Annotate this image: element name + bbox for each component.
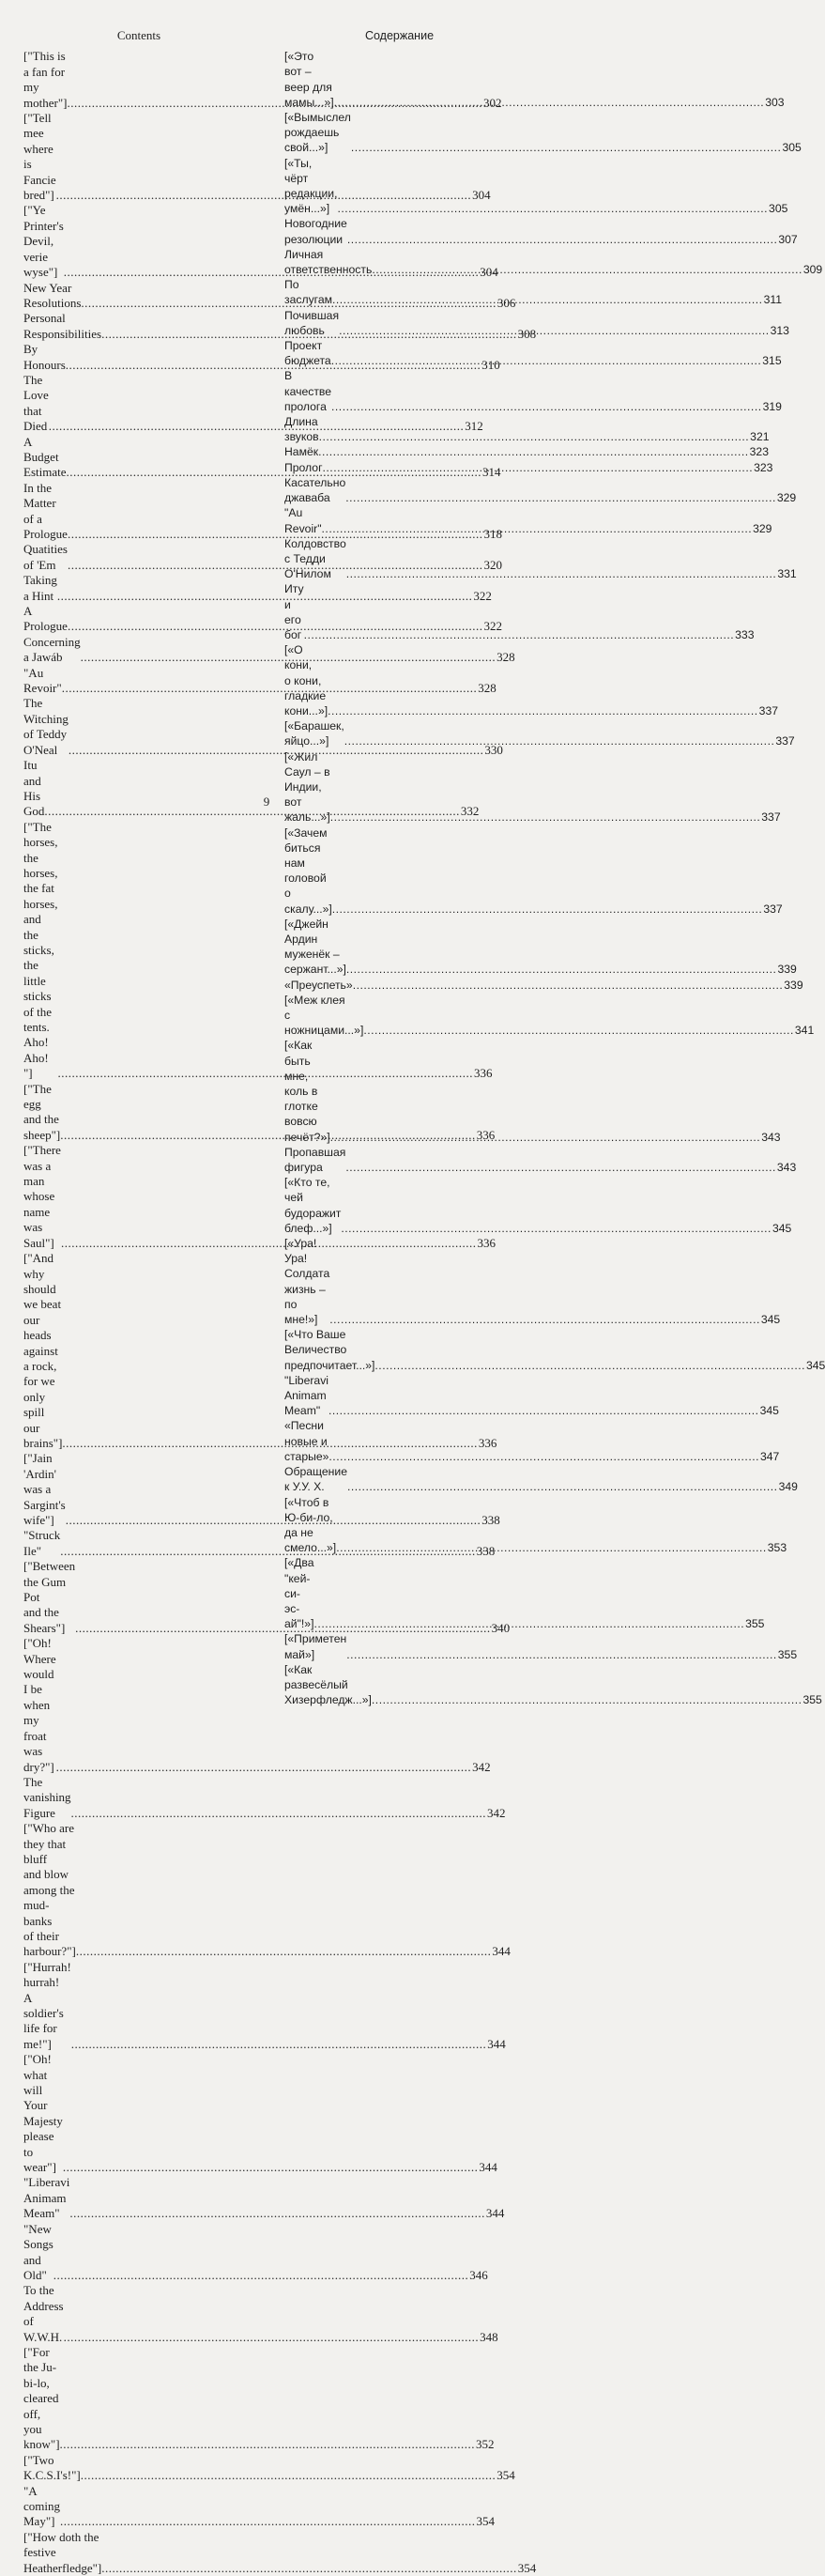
toc-entry-title: "Liberavi Animam Meam" xyxy=(23,2175,70,2221)
toc-entry-title: Иту и его бог xyxy=(284,582,304,641)
toc-entry-page: 345 xyxy=(760,1313,781,1327)
toc-entry xyxy=(284,1373,779,1419)
toc-entry xyxy=(284,993,815,1039)
dot-leader xyxy=(346,566,777,581)
toc-entry-page: 312 xyxy=(465,419,483,434)
toc-entry-title: ["Who are they that bluff and blow among the mud-banks of their harbour?"] xyxy=(23,1821,76,1959)
dot-leader xyxy=(60,2514,476,2529)
toc-entry-title: ["Tell mee where is Fancie bred"] xyxy=(23,111,56,203)
toc-entry xyxy=(23,2052,497,2175)
toc-entry-page: 338 xyxy=(481,1513,500,1527)
toc-entry-title: [«Ура! Ура! Солдата жизнь – по мне!»] xyxy=(284,1237,330,1327)
toc-entry-page: 337 xyxy=(763,902,783,916)
toc-entry xyxy=(284,581,755,642)
toc-entry-title: [«Кто те, чей будоражит блеф...»] xyxy=(284,1176,342,1235)
toc-entry xyxy=(23,634,515,666)
toc-entry xyxy=(23,2344,495,2453)
toc-entry-title: ["Jain 'Ardin' was a Sargint's wife"] xyxy=(23,1451,66,1527)
toc-entry-page: 336 xyxy=(473,1066,493,1081)
toc-entry-page: 304 xyxy=(472,188,491,203)
toc-entry xyxy=(284,247,823,277)
dot-leader xyxy=(330,810,761,825)
dot-leader xyxy=(314,1616,745,1631)
toc-entry-title: ["The horses, the horses, the fat horses, and the sticks, the little sticks of the tents. Aho! Aho! "] xyxy=(23,819,58,1081)
toc-entry-title: ["Between the Gum Pot and the Shears"] xyxy=(23,1559,76,1635)
toc-entry-title: «Песни новые и старые» xyxy=(284,1419,329,1463)
toc-entry-page: 355 xyxy=(777,1647,798,1661)
toc-entry xyxy=(23,1821,511,1960)
toc-entry xyxy=(284,338,782,368)
toc-entry xyxy=(284,1495,787,1556)
toc-entry-title: Личная ответственность xyxy=(284,247,373,277)
toc-entry xyxy=(284,368,782,414)
toc-entry-page: 307 xyxy=(778,232,798,246)
toc-entry xyxy=(284,475,797,505)
toc-entry xyxy=(23,2529,537,2576)
toc-entry-title: A Budget Estimate xyxy=(23,434,67,480)
toc-entry-title: Обращение к У.У. Х. xyxy=(284,1465,348,1494)
toc-entry-page: 310 xyxy=(481,357,500,372)
toc-entry-page: 352 xyxy=(476,2437,495,2452)
toc-entry-page: 336 xyxy=(478,1435,497,1450)
toc-entry-page: 354 xyxy=(476,2514,495,2529)
dot-leader xyxy=(53,2268,469,2283)
dot-leader xyxy=(347,232,778,247)
dot-leader xyxy=(322,521,753,536)
toc-entry-page: 349 xyxy=(778,1480,798,1494)
toc-entry-page: 338 xyxy=(476,1543,496,1558)
toc-entry-page: 314 xyxy=(481,465,501,480)
toc-entry xyxy=(284,1555,765,1631)
dot-leader xyxy=(329,1312,760,1327)
toc-entry xyxy=(284,749,781,825)
toc-entry xyxy=(23,2175,505,2221)
toc-entry-title: [«Как быть мне, коль в глотке вовсю печёт?»] xyxy=(284,1039,330,1144)
toc-entry-page: 342 xyxy=(487,1805,506,1820)
toc-entry-title: "Liberavi Animam Meam" xyxy=(284,1373,329,1418)
dot-leader xyxy=(345,490,776,505)
toc-entry xyxy=(284,1236,781,1327)
dot-leader xyxy=(334,95,765,110)
toc-entry-page: 303 xyxy=(765,95,785,109)
toc-entry-page: 302 xyxy=(482,95,502,110)
toc-entry xyxy=(284,825,783,917)
toc-entry-title: По заслугам xyxy=(284,278,332,307)
dot-leader xyxy=(328,703,758,718)
toc-entry-page: 306 xyxy=(497,295,516,310)
toc-entry xyxy=(23,2221,488,2284)
toc-entry-title: Пролог xyxy=(284,460,323,474)
toc-entry-title: Колдовство с Тедди О'Нилом xyxy=(284,536,346,581)
contents-heading: Contents xyxy=(116,28,161,42)
toc-entry-title: Taking a Hint xyxy=(23,573,57,603)
toc-entry-page: 323 xyxy=(754,460,773,474)
toc-entry xyxy=(23,2452,515,2484)
toc-entry xyxy=(23,573,492,604)
toc-entry-title: ["Oh! Where would I be when my froat was dry?"] xyxy=(23,1636,56,1774)
toc-entry-page: 319 xyxy=(762,399,782,413)
toc-entry-page: 322 xyxy=(483,619,502,634)
dot-leader xyxy=(318,444,749,459)
soderzhanie-heading: Содержание xyxy=(364,29,435,42)
toc-entry-title: By Honours xyxy=(23,342,66,372)
toc-entry-title: Personal Responsibilities xyxy=(23,311,102,341)
toc-entry xyxy=(284,536,797,582)
toc-entry xyxy=(23,2483,495,2530)
dot-leader xyxy=(341,1221,772,1236)
dot-leader xyxy=(323,460,754,475)
toc-entry-title: [«Вымыслел рождаешь свой...»] xyxy=(284,111,351,155)
toc-entry-title: Concerning a Jawáb xyxy=(23,634,81,665)
dot-leader xyxy=(332,292,763,307)
toc-entry-page: 332 xyxy=(460,804,480,819)
toc-entry-page: 328 xyxy=(497,650,515,665)
toc-entry-page: 336 xyxy=(477,1235,496,1250)
toc-entry-page: 344 xyxy=(479,2160,497,2175)
toc-entry-page: 345 xyxy=(805,1358,825,1372)
dot-leader xyxy=(372,1692,802,1707)
toc-entry-page: 313 xyxy=(770,323,789,337)
toc-entry-title: Itu and His God xyxy=(23,758,45,819)
toc-entry-title: Пропавшая фигура xyxy=(284,1145,346,1175)
toc-entry-page: 331 xyxy=(777,567,797,581)
toc-entry xyxy=(23,1774,506,1821)
toc-entry-page: 345 xyxy=(772,1221,792,1235)
toc-entry-page: 354 xyxy=(517,2560,537,2575)
toc-entry-title: The vanishing Figure xyxy=(23,1774,71,1820)
toc-entry-title: Почившая любовь xyxy=(284,308,340,337)
toc-entry-title: [«Что Ваше Величество предпочитает...»] xyxy=(284,1328,375,1372)
toc-entry-title: ["There was a man whose name was Saul"] xyxy=(23,1143,61,1250)
dot-leader xyxy=(351,140,782,155)
toc-entry xyxy=(284,277,782,307)
toc-entry-title: ["Two K.C.S.I's!"] xyxy=(23,2452,81,2483)
toc-entry-title: [«Меж клея с ножницами...»] xyxy=(284,993,364,1038)
toc-entry-page: 336 xyxy=(476,1127,496,1142)
toc-entry-page: 337 xyxy=(758,703,779,717)
dot-leader xyxy=(345,1160,776,1175)
dot-leader xyxy=(63,2160,479,2175)
dot-leader xyxy=(331,353,762,368)
toc-entry-title: [«Жил Саул – в Индии, вот жаль...»] xyxy=(284,749,330,825)
toc-entry-page: 344 xyxy=(485,2206,505,2221)
toc-entry-title: The Love that Died xyxy=(23,372,49,434)
dot-leader xyxy=(331,399,762,414)
toc-entry-title: [«Как развесёлый Хизерфледж...»] xyxy=(284,1662,372,1707)
toc-entry-title: "Struck Ile" xyxy=(23,1528,61,1558)
toc-entry-page: 339 xyxy=(784,978,803,992)
toc-entry-title: [«О кони, о кони, гладкие кони...»] xyxy=(284,643,328,717)
toc-entry-page: 344 xyxy=(492,1944,511,1959)
toc-entry-page: 304 xyxy=(480,265,498,280)
toc-entry xyxy=(284,1327,825,1373)
toc-entry-title: "Au Revoir" xyxy=(284,506,322,535)
toc-entry-page: 329 xyxy=(776,491,797,505)
toc-entry xyxy=(284,1038,781,1144)
toc-entry xyxy=(284,1464,798,1494)
dot-leader xyxy=(337,201,768,216)
dot-leader xyxy=(346,962,777,977)
toc-entry-page: 337 xyxy=(761,810,781,825)
toc-entry-title: ["And why should we beat our heads against a rock, for we only spill our brains"] xyxy=(23,1251,63,1450)
toc-entry-title: ["How doth the festive Heatherfledge"] xyxy=(23,2529,102,2575)
toc-entry-page: 328 xyxy=(478,681,497,696)
toc-entry-page: 318 xyxy=(483,527,502,541)
toc-entry-title: ["This is a fan for my mother"] xyxy=(23,49,68,110)
toc-entry xyxy=(284,642,779,718)
toc-entry-title: Quatities of 'Em xyxy=(23,542,68,572)
toc-entry-title: ["Hurrah! hurrah! A soldier's life for me!"] xyxy=(23,1959,71,2051)
toc-entry-page: 321 xyxy=(750,430,770,444)
toc-entry-title: [«Джейн Ардин муженёк – сержант...»] xyxy=(284,917,346,977)
dot-leader xyxy=(339,323,770,338)
dot-leader xyxy=(60,2437,476,2452)
toc-entry-page: 329 xyxy=(753,521,772,535)
toc-entry-title: Проект бюджета xyxy=(284,339,331,368)
toc-entry xyxy=(284,978,803,993)
dot-leader xyxy=(374,1358,805,1373)
toc-entry-title: Длина звуков xyxy=(284,415,319,444)
toc-entry-page: 346 xyxy=(469,2267,488,2282)
toc-entry-page: 311 xyxy=(763,293,782,307)
dot-leader xyxy=(319,429,750,444)
toc-entry-page: 345 xyxy=(759,1404,779,1418)
toc-entry xyxy=(284,216,798,246)
dot-leader xyxy=(344,733,775,748)
toc-entry-page: 305 xyxy=(782,141,802,155)
toc-entry-title: [«Два "кей-си-эс-ай"!»] xyxy=(284,1556,314,1631)
toc-entry xyxy=(23,2283,498,2345)
toc-entry-title: A Prologue xyxy=(23,604,68,634)
toc-entry-page: 355 xyxy=(745,1617,765,1631)
toc-entry-page: 315 xyxy=(762,354,782,368)
page-number: 9 xyxy=(263,794,270,809)
toc-entry-page: 339 xyxy=(777,963,797,977)
toc-entry-page: 347 xyxy=(759,1449,780,1463)
toc-entry-page: 333 xyxy=(735,627,755,641)
toc-entry-page: 337 xyxy=(775,734,795,748)
dot-leader xyxy=(64,2330,480,2345)
dot-leader xyxy=(81,2468,497,2483)
toc-entry-title: The Witching of Teddy O'Neal xyxy=(23,696,69,757)
toc-entry-title: To the Address of W.W.H. xyxy=(23,2283,64,2344)
toc-entry-page: 340 xyxy=(491,1620,511,1635)
toc-entry-page: 355 xyxy=(802,1693,822,1707)
toc-entry-page: 305 xyxy=(769,202,788,216)
toc-entry-page: 330 xyxy=(484,742,503,757)
toc-entry-title: New Year Resolutions xyxy=(23,280,82,310)
toc-entry-title: [«Это вот – веер для мамы...»] xyxy=(284,50,334,109)
dot-leader xyxy=(332,902,763,917)
toc-entry xyxy=(23,1528,496,1559)
toc-entry-title: [«Барашек, яйцо...»] xyxy=(284,719,344,748)
toc-entry-title: [«Чтоб в Ю-би-ло, да не смело...»] xyxy=(284,1495,337,1555)
toc-entry-title: [«Ты, чёрт редакции, умён...»] xyxy=(284,156,338,216)
toc-entry xyxy=(284,156,788,217)
dot-leader xyxy=(69,2206,485,2221)
dot-leader xyxy=(71,1806,487,1821)
toc-entry xyxy=(284,505,772,535)
dot-leader xyxy=(56,1760,472,1775)
toc-entry xyxy=(284,1662,822,1708)
dot-leader xyxy=(372,262,802,277)
toc-entry xyxy=(284,444,769,459)
toc-entry-title: "New Songs and Old" xyxy=(23,2221,53,2282)
toc-entry xyxy=(284,110,802,156)
toc-entry-page: 323 xyxy=(749,445,769,459)
dot-leader xyxy=(304,627,735,642)
dot-leader xyxy=(71,2037,487,2052)
toc-entry-title: [«Зачем биться нам головой о скалу...»] xyxy=(284,825,332,916)
toc-entry-page: 344 xyxy=(487,2036,506,2051)
dot-leader xyxy=(336,1540,767,1555)
toc-entry-page: 322 xyxy=(473,588,492,603)
dot-leader xyxy=(328,1449,759,1464)
toc-entry-title: Намёк xyxy=(284,445,319,459)
dot-leader xyxy=(353,978,784,993)
toc-entry-title: "Au Revoir" xyxy=(23,665,62,696)
toc-entry xyxy=(284,1175,792,1236)
toc-entry-page: 354 xyxy=(497,2468,515,2483)
toc-entry-title: "A coming May"] xyxy=(23,2483,60,2529)
toc-entry xyxy=(284,1145,797,1175)
dot-leader xyxy=(328,1403,759,1418)
toc-entry-title: «Преуспеть» xyxy=(284,978,353,992)
toc-entry xyxy=(284,460,773,475)
toc-entry xyxy=(284,917,797,978)
toc-entry-page: 343 xyxy=(776,1161,797,1175)
toc-entry-title: Касательно джаваба xyxy=(284,475,346,505)
dot-leader xyxy=(346,1647,777,1662)
dot-leader xyxy=(330,1127,761,1145)
toc-entry-page: 308 xyxy=(517,326,537,341)
toc-entry-title: In the Matter of a Prologue xyxy=(23,480,68,541)
toc-entry xyxy=(284,1418,780,1464)
toc-entry-page: 309 xyxy=(802,263,823,277)
toc-entry-title: [«Приметен май»] xyxy=(284,1632,347,1661)
toc-entry xyxy=(284,414,770,444)
toc-entry-page: 341 xyxy=(794,1024,815,1038)
toc-entry-page: 343 xyxy=(761,1130,781,1144)
toc-entry-page: 320 xyxy=(483,557,502,572)
toc-entry xyxy=(23,1959,506,2052)
toc-entry-page: 348 xyxy=(480,2329,498,2344)
toc-entry-title: ["Oh! what will Your Majesty please to wear"] xyxy=(23,2052,63,2175)
toc-entry-title: Новогодние резолюции xyxy=(284,217,347,246)
dot-leader xyxy=(363,1023,794,1038)
dot-leader xyxy=(347,1479,778,1494)
toc-entry xyxy=(23,665,497,697)
toc-entry-title: ["Ye Printer's Devil, verie wyse"] xyxy=(23,203,64,280)
toc-entry xyxy=(284,1631,798,1661)
toc-entry xyxy=(284,49,785,110)
toc-entry-page: 342 xyxy=(472,1759,491,1774)
dot-leader xyxy=(101,2561,517,2576)
toc-entry-title: ["For the Ju-bi-lo, cleared off, you know"] xyxy=(23,2344,60,2452)
dot-leader xyxy=(76,1944,492,1959)
toc-entry xyxy=(284,718,795,748)
toc-entry-title: В качестве пролога xyxy=(284,369,332,413)
toc-entry-page: 353 xyxy=(767,1541,787,1555)
toc-entry-title: ["The egg and the sheep"] xyxy=(23,1081,61,1142)
